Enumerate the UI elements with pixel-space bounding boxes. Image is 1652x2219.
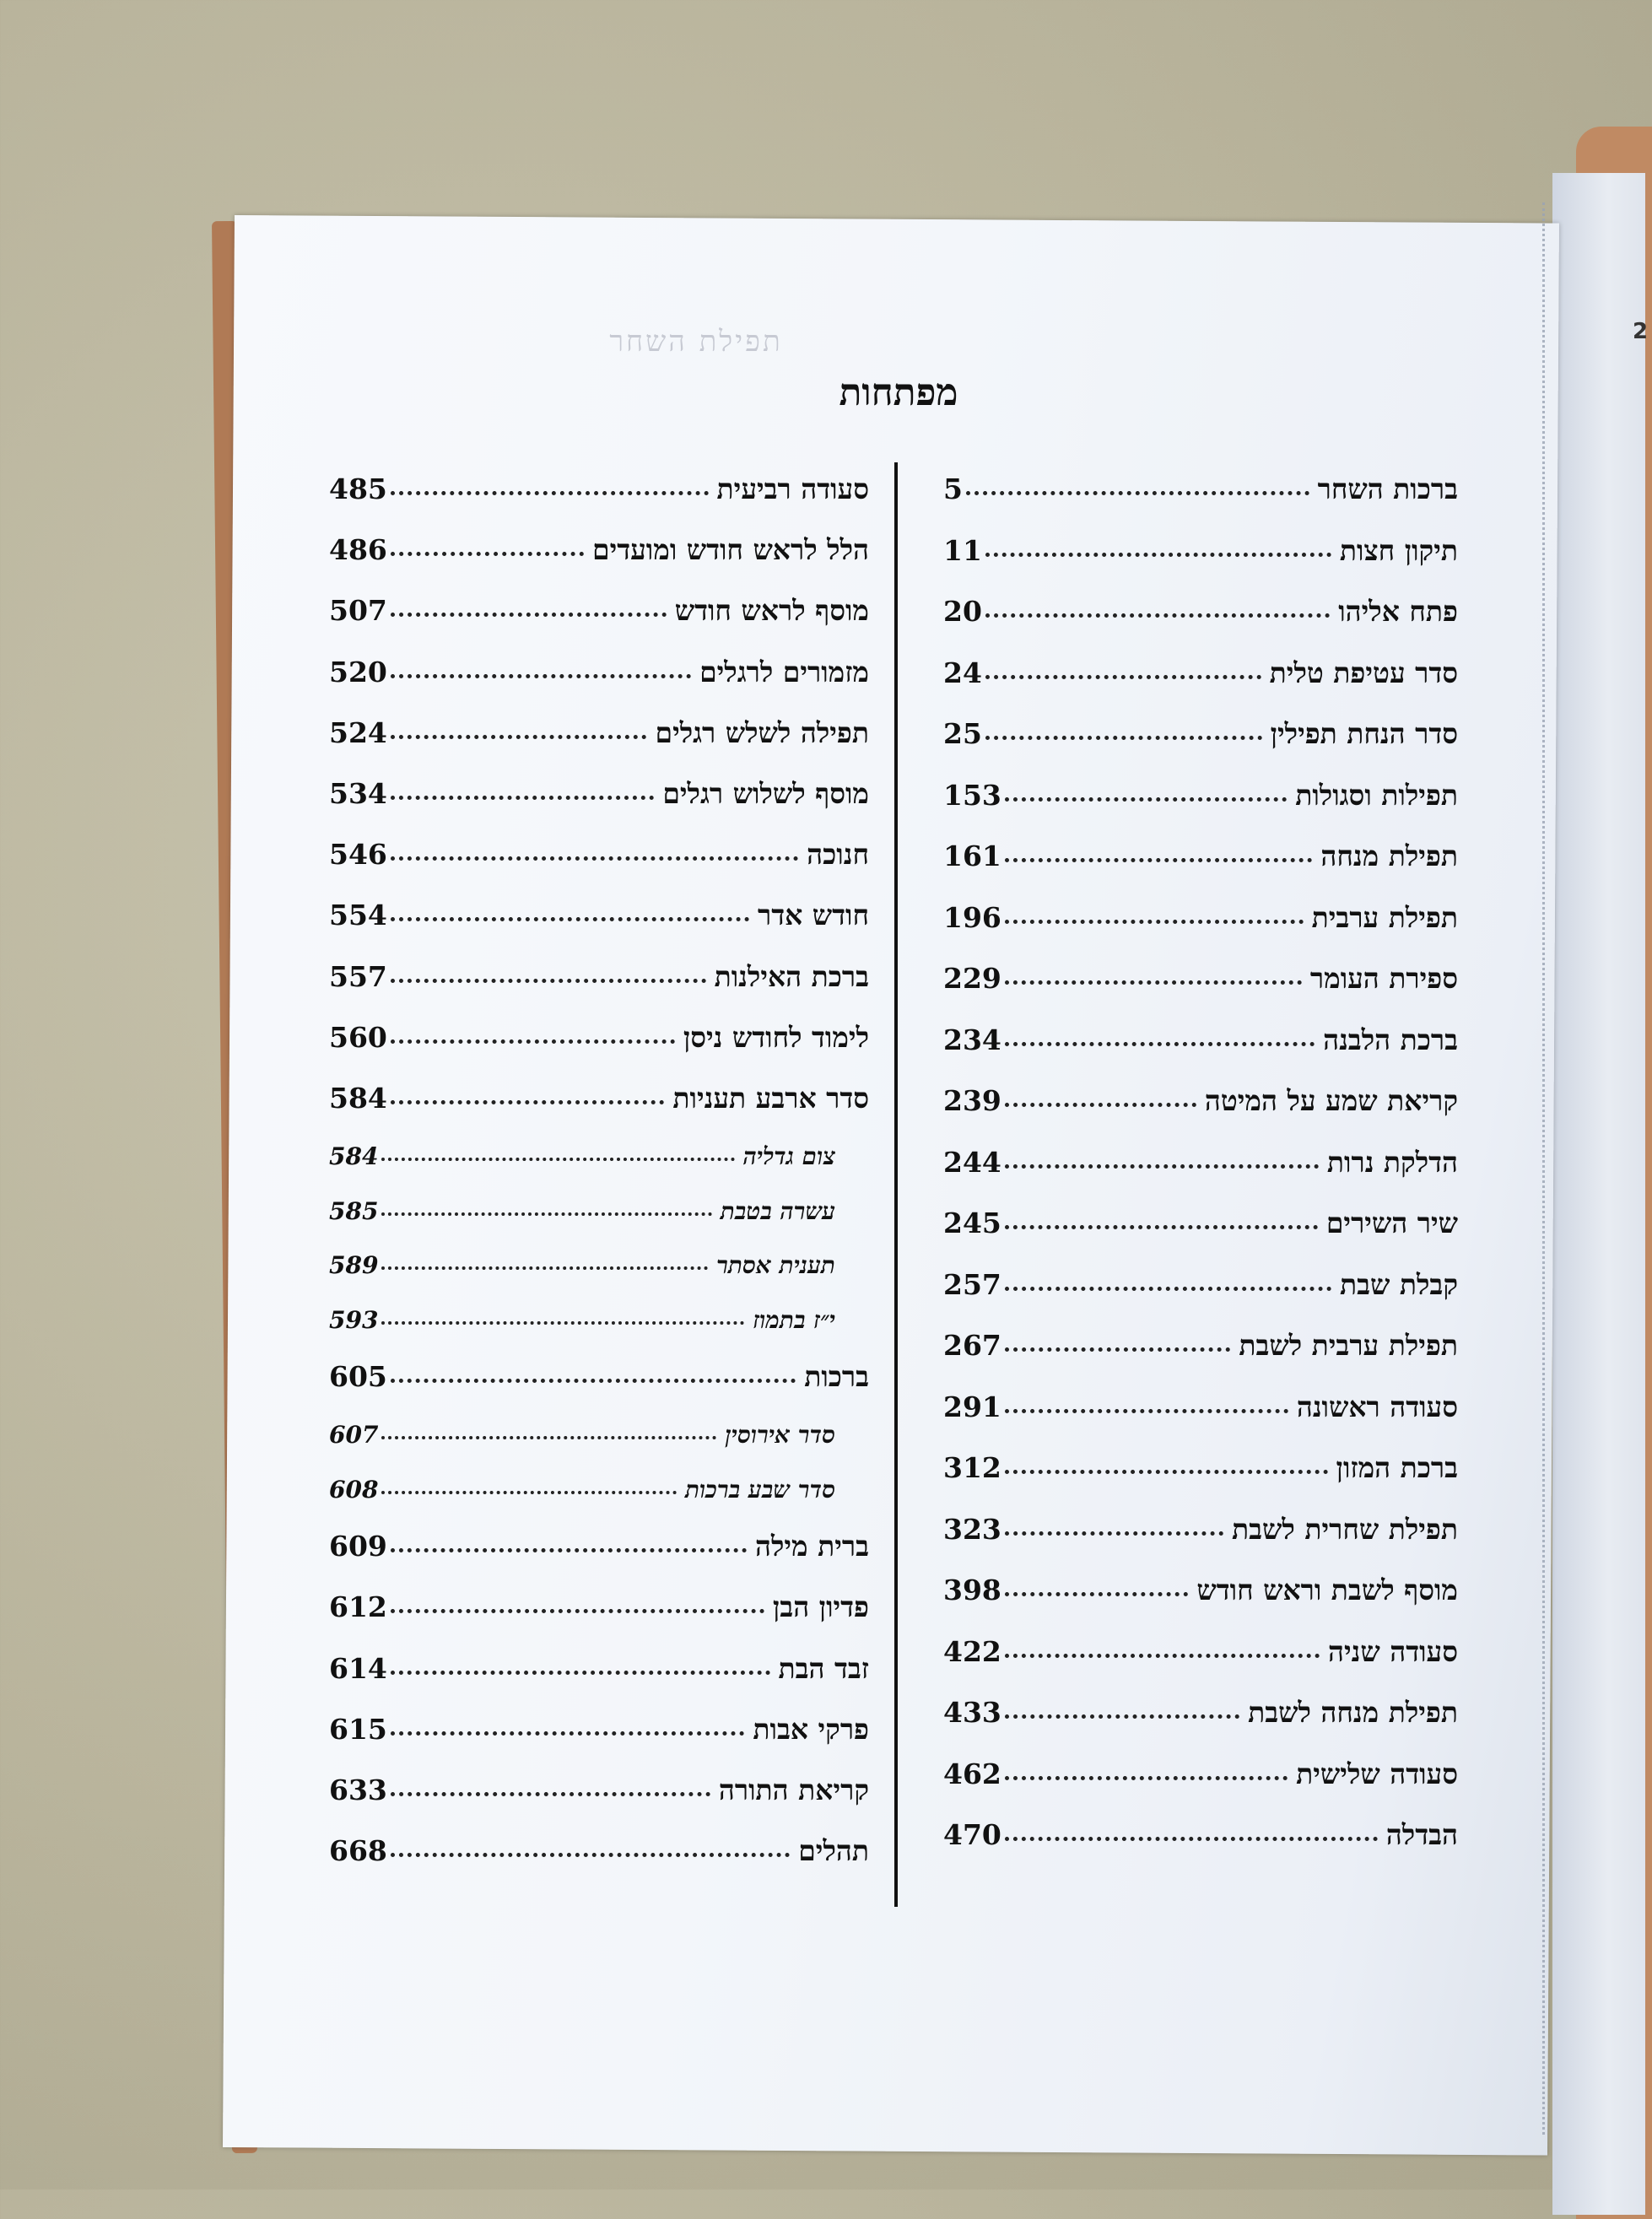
toc-entry-title: סעודה שניה	[1328, 1634, 1458, 1668]
toc-entry-title: תפילה לשלש רגלים	[655, 715, 869, 749]
dot-leader	[391, 1100, 665, 1104]
toc-entry-page-number: 25	[943, 717, 982, 750]
dot-leader	[1005, 980, 1302, 985]
dot-leader	[1005, 1654, 1320, 1658]
dot-leader	[1005, 1776, 1288, 1780]
toc-entry-page-number: 589	[329, 1251, 379, 1280]
toc-entry-page-number: 633	[329, 1774, 387, 1806]
toc-entry-title: קריאת התורה	[718, 1774, 869, 1806]
toc-entry-page-number: 196	[943, 900, 1001, 934]
toc-entry-page-number: 605	[329, 1360, 387, 1394]
dot-leader	[1005, 920, 1304, 924]
toc-entry-page-number: 239	[943, 1084, 1001, 1117]
toc-entry	[943, 1084, 1458, 1146]
toc-entry	[943, 1390, 1458, 1452]
toc-entry	[943, 1146, 1458, 1207]
toc-entry-title: ברכת האילנות	[714, 959, 869, 993]
toc-entry-title: פרקי אבות	[753, 1712, 869, 1746]
toc-entry-title: קריאת שמע על המיטה	[1204, 1084, 1458, 1117]
dot-leader	[1005, 1470, 1328, 1474]
dot-leader	[391, 1731, 744, 1736]
toc-entry-page-number: 462	[943, 1757, 1001, 1790]
dot-leader	[1005, 1347, 1230, 1352]
toc-entry	[329, 1530, 869, 1590]
toc-entry-title: מזמורים לרגלים	[699, 655, 869, 688]
toc-entry-page-number: 546	[329, 838, 387, 872]
toc-entry	[943, 656, 1458, 718]
toc-entry-page-number: 245	[943, 1207, 1001, 1239]
toc-entry	[943, 717, 1458, 779]
dot-leader	[381, 1491, 677, 1494]
toc-entry-page-number: 312	[943, 1451, 1001, 1484]
toc-entry-title: סדר עטיפת טלית	[1269, 656, 1458, 689]
toc-entry-title: חודש אדר	[758, 899, 869, 932]
dot-leader	[1005, 797, 1287, 802]
toc-entry-page-number: 11	[943, 533, 982, 567]
toc-entry-page-number: 557	[329, 959, 387, 993]
toc-entry-page-number: 486	[329, 533, 387, 567]
dot-leader	[966, 491, 1309, 495]
toc-entry-page-number: 153	[943, 778, 1001, 812]
toc-entry	[943, 779, 1458, 840]
dot-leader	[391, 1609, 764, 1613]
toc-entry-title: סדר ארבע תעניות	[672, 1081, 869, 1115]
dot-leader	[391, 1853, 790, 1857]
toc-column-left	[329, 472, 869, 1895]
dot-leader	[391, 735, 647, 739]
toc-entry-page-number: 584	[329, 1081, 387, 1115]
dot-leader	[391, 674, 691, 678]
toc-entry-title: פתח אליהו	[1338, 595, 1458, 628]
toc-entry	[943, 1696, 1458, 1757]
toc-entry	[329, 1360, 869, 1421]
toc-entry	[943, 595, 1458, 656]
toc-entry-page-number: 24	[943, 656, 982, 689]
dot-leader	[391, 1792, 710, 1796]
toc-entry-title: ברכות	[804, 1360, 869, 1394]
toc-entry-page-number: 609	[329, 1530, 387, 1563]
toc-entry	[943, 962, 1458, 1023]
toc-entry-page-number: 668	[329, 1834, 387, 1868]
toc-entry-title: ברית מילה	[754, 1530, 869, 1563]
toc-entry	[943, 1023, 1458, 1085]
toc-entry-title: סדר אירוסין	[725, 1421, 835, 1450]
toc-entry-title: סדר שבע ברכות	[684, 1475, 835, 1504]
toc-entry-title: ספירת העומר	[1309, 962, 1458, 995]
toc-entry-page-number: 593	[329, 1305, 379, 1334]
toc-entry	[329, 716, 869, 777]
toc-entry	[329, 1713, 869, 1774]
toc-entry-page-number: 422	[943, 1634, 1001, 1668]
dot-leader	[391, 917, 749, 921]
toc-entry	[943, 1329, 1458, 1390]
dot-leader	[1005, 1225, 1318, 1229]
toc-entry-title: מוסף לשלוש רגלים	[662, 776, 869, 810]
dot-leader	[1005, 1164, 1319, 1169]
dot-leader	[391, 491, 709, 495]
toc-entry-page-number: 20	[943, 595, 982, 628]
toc-entry	[329, 1021, 869, 1082]
toc-entry-page-number: 554	[329, 899, 387, 932]
toc-entry-page-number: 584	[329, 1142, 379, 1171]
dot-leader	[381, 1266, 708, 1270]
dot-leader	[381, 1212, 711, 1216]
toc-entry-title: תפילת שחרית לשבת	[1232, 1512, 1458, 1546]
toc-entry-page-number: 161	[943, 840, 1001, 872]
toc-entry-title: מוסף לשבת וראש חודש	[1196, 1574, 1458, 1606]
toc-entry	[943, 840, 1458, 901]
toc-subentry	[329, 1306, 869, 1361]
toc-entry-title: סעודה שלישית	[1296, 1757, 1458, 1790]
dot-leader	[391, 613, 667, 617]
toc-subentry	[329, 1142, 869, 1197]
toc-entry	[329, 838, 869, 899]
toc-entry-page-number: 229	[943, 962, 1001, 995]
toc-entry-page-number: 607	[329, 1421, 379, 1450]
dot-leader	[985, 613, 1330, 618]
toc-entry-title: זבד הבת	[778, 1651, 869, 1685]
toc-entry-page-number: 470	[943, 1818, 1001, 1851]
dot-leader	[985, 675, 1261, 679]
toc-entry-title: צום גדליה	[742, 1142, 835, 1171]
toc-entry	[943, 1268, 1458, 1330]
toc-entry-page-number: 267	[943, 1329, 1001, 1362]
dot-leader	[1005, 1531, 1223, 1536]
toc-entry-title: תפילת ערבית	[1311, 900, 1458, 934]
toc-column-right	[943, 472, 1458, 1880]
toc-entry-page-number: 614	[329, 1651, 387, 1685]
dot-leader	[1005, 1287, 1331, 1291]
toc-entry	[329, 1082, 869, 1142]
toc-entry-page-number: 291	[943, 1390, 1001, 1423]
toc-entry-title: י״ז בתמוז	[753, 1305, 835, 1334]
toc-entry-page-number: 560	[329, 1020, 387, 1054]
dot-leader	[391, 1039, 675, 1044]
toc-entry	[329, 960, 869, 1021]
toc-entry-page-number: 485	[329, 472, 387, 505]
toc-entry	[329, 1774, 869, 1834]
dot-leader	[1005, 1592, 1189, 1596]
toc-entry	[329, 594, 869, 655]
toc-entry-page-number: 323	[943, 1512, 1001, 1546]
dot-leader	[391, 1379, 796, 1383]
toc-entry-title: סעודה ראשונה	[1296, 1390, 1458, 1423]
toc-subentry	[329, 1251, 869, 1306]
toc-entry	[943, 1513, 1458, 1574]
toc-entry	[329, 1590, 869, 1651]
toc-entry-title: תענית אסתר	[716, 1251, 835, 1280]
toc-entry-page-number: 433	[943, 1696, 1001, 1729]
toc-entry	[329, 1834, 869, 1895]
toc-entry-page-number: 257	[943, 1267, 1001, 1301]
toc-entry-title: תפילות וסגולות	[1295, 778, 1458, 812]
dot-leader	[381, 1158, 734, 1161]
toc-entry-title: תפילת מנחה לשבת	[1248, 1696, 1458, 1729]
dot-leader	[1005, 858, 1313, 862]
page-title: מפתחות	[839, 371, 958, 414]
toc-entry	[329, 1652, 869, 1713]
toc-entry-page-number: 244	[943, 1145, 1001, 1179]
toc-entry-page-number: 585	[329, 1196, 379, 1225]
toc-entry-page-number: 615	[329, 1712, 387, 1746]
toc-entry-title: ברכת הלבנה	[1323, 1023, 1458, 1056]
toc-entry	[943, 1451, 1458, 1513]
column-divider	[894, 462, 898, 1907]
dot-leader	[391, 1548, 747, 1552]
dot-leader	[381, 1321, 744, 1325]
toc-entry	[329, 472, 869, 533]
toc-entry-title: שיר השירים	[1325, 1207, 1458, 1239]
toc-entry-title: קבלת שבת	[1339, 1267, 1458, 1301]
toc-entry-title: ברכות השחר	[1317, 472, 1458, 505]
toc-entry-title: מוסף לראש חודש	[674, 594, 869, 628]
toc-entry-title: הדלקת נרות	[1326, 1145, 1458, 1179]
toc-entry-page-number: 608	[329, 1475, 379, 1504]
dot-leader	[985, 736, 1262, 740]
toc-entry-title: סעודה רביעית	[716, 472, 869, 505]
dot-leader	[1005, 1409, 1288, 1413]
toc-entry-page-number: 524	[329, 715, 387, 749]
toc-entry	[329, 899, 869, 959]
facing-page-edge	[1552, 173, 1649, 2215]
toc-entry-title: תיקון חצות	[1339, 533, 1458, 567]
dot-leader	[1005, 1103, 1196, 1107]
toc-entry-title: לימוד לחודש ניסן	[683, 1020, 869, 1054]
toc-entry-title: חנוכה	[807, 838, 869, 872]
dot-leader	[391, 552, 584, 556]
dot-leader	[391, 856, 798, 861]
toc-entry	[943, 1635, 1458, 1697]
toc-entry-title: הבדלה	[1385, 1818, 1458, 1851]
toc-entry-page-number: 398	[943, 1574, 1001, 1606]
toc-entry	[329, 777, 869, 838]
toc-subentry	[329, 1421, 869, 1476]
toc-subentry	[329, 1197, 869, 1252]
bleed-through-header: תפילת השחר	[609, 325, 783, 359]
dot-leader	[391, 1671, 770, 1675]
toc-entry	[943, 1757, 1458, 1819]
toc-entry	[943, 1818, 1458, 1880]
toc-entry-title: תהלים	[798, 1834, 869, 1868]
toc-entry-title: הלל לראש חודש ומועדים	[592, 533, 869, 567]
dot-leader	[985, 553, 1331, 557]
toc-entry	[943, 1207, 1458, 1268]
toc-entry	[943, 472, 1458, 534]
toc-entry	[943, 901, 1458, 963]
toc-entry-title: תפילת ערבית לשבת	[1239, 1329, 1458, 1362]
toc-entry-page-number: 5	[943, 472, 963, 505]
facing-page-mark: 2	[1633, 319, 1649, 344]
toc-entry	[943, 534, 1458, 596]
toc-entry-title: עשרה בטבת	[720, 1196, 835, 1225]
dot-leader	[1005, 1714, 1239, 1719]
dot-leader	[1005, 1837, 1378, 1841]
toc-entry-page-number: 234	[943, 1023, 1001, 1056]
toc-entry-title: ברכת המזון	[1336, 1451, 1458, 1484]
toc-entry-page-number: 534	[329, 776, 387, 810]
dot-leader	[391, 796, 654, 800]
toc-entry-page-number: 507	[329, 594, 387, 628]
dot-leader	[381, 1436, 716, 1439]
binding-stitches	[1542, 202, 1553, 2135]
dot-leader	[391, 979, 706, 983]
toc-entry-title: סדר הנחת תפילין	[1270, 717, 1458, 750]
toc-entry	[943, 1574, 1458, 1635]
toc-entry	[329, 656, 869, 716]
toc-entry	[329, 533, 869, 594]
dot-leader	[1005, 1042, 1315, 1046]
toc-entry-page-number: 612	[329, 1590, 387, 1624]
toc-entry-title: תפילת מנחה	[1320, 840, 1458, 872]
toc-entry-page-number: 520	[329, 655, 387, 688]
toc-subentry	[329, 1476, 869, 1531]
toc-entry-title: פדיון הבן	[772, 1590, 869, 1624]
